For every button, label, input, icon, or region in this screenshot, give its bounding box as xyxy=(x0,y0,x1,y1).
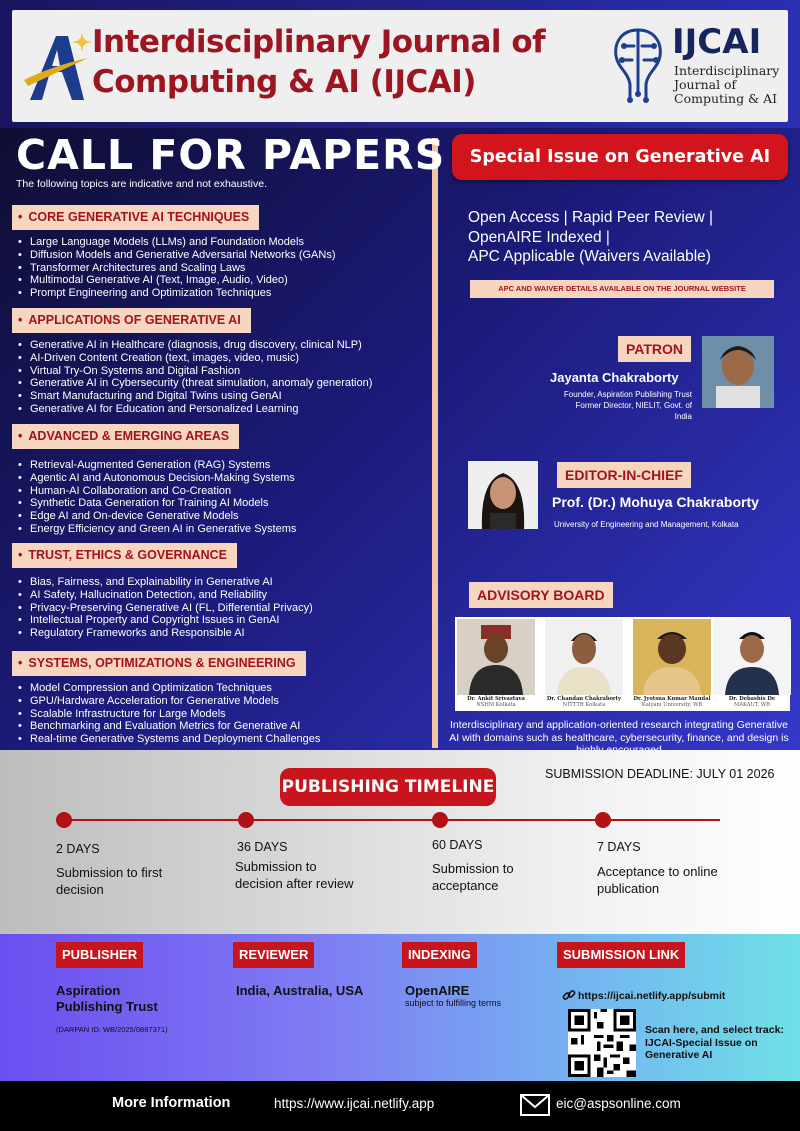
patron-label: PATRON xyxy=(618,336,691,362)
header-panel xyxy=(12,10,788,122)
section-heading-label: CORE GENERATIVE AI TECHNIQUES xyxy=(28,210,250,224)
special-issue-banner: Special Issue on Generative AI xyxy=(452,134,788,180)
header-band xyxy=(0,0,800,128)
ijcai-logo-subtitle: Interdisciplinary Journal of Computing & AI xyxy=(674,63,780,106)
list-item: • Generative AI in Healthcare (diagnosis, drug discovery, clinical NLP) xyxy=(18,339,372,352)
section-heading-applications: • APPLICATIONS OF GENERATIVE AI xyxy=(12,308,251,333)
timeline-days: 2 DAYS xyxy=(56,842,100,856)
section-heading-label: ADVANCED & EMERGING AREAS xyxy=(28,429,230,443)
timeline-title: PUBLISHING TIMELINE xyxy=(280,768,496,806)
circuit-brain-icon xyxy=(610,24,666,104)
section-list-core xyxy=(18,236,335,300)
qr-code-icon[interactable] xyxy=(568,1009,636,1077)
patron-role-line: Former Director, NIELIT, Govt. of India xyxy=(575,401,692,421)
list-item: • Intellectual Property and Copyright Issues in GenAI xyxy=(18,614,313,627)
section-heading-core: • CORE GENERATIVE AI TECHNIQUES xyxy=(12,205,259,230)
list-item: • Generative AI for Education and Personalized Learning xyxy=(18,403,372,416)
editor-photo xyxy=(468,461,538,529)
list-item: • Synthetic Data Generation for Training AI Models xyxy=(18,497,296,510)
advisory-name: Dr. Chandan Chakraborty xyxy=(546,696,622,702)
list-item: • Multimodal Generative AI (Text, Image, Audio, Video) xyxy=(18,274,335,287)
advisory-affil: NSHM Kolkata xyxy=(476,702,516,708)
list-item: • Human-AI Collaboration and Co-Creation xyxy=(18,485,296,498)
timeline-dot xyxy=(238,812,254,828)
oa-line: Open Access | Rapid Peer Review | xyxy=(468,209,713,226)
reviewer-label: REVIEWER xyxy=(233,942,314,968)
advisory-caption xyxy=(711,696,793,708)
list-item: • Diffusion Models and Generative Adversarial Networks (GANs) xyxy=(18,249,335,262)
timeline-dot xyxy=(432,812,448,828)
list-item: • Regulatory Frameworks and Responsible AI xyxy=(18,627,313,640)
section-heading-systems: • SYSTEMS, OPTIMIZATIONS & ENGINEERING xyxy=(12,651,306,676)
list-item: • Privacy-Preserving Generative AI (FL, Differential Privacy) xyxy=(18,602,313,615)
link-icon xyxy=(562,988,576,1002)
list-item: • Large Language Models (LLMs) and Foundation Models xyxy=(18,236,335,249)
advisory-member xyxy=(543,617,625,711)
journal-title-line1: Interdisciplinary Journal of xyxy=(92,24,546,60)
list-item: • Transformer Architectures and Scaling Laws xyxy=(18,262,335,275)
journal-title-line2: Computing & AI (IJCAI) xyxy=(92,64,476,100)
advisory-label: ADVISORY BOARD xyxy=(469,582,613,608)
call-for-papers-title: CALL FOR PAPERS xyxy=(16,131,446,179)
section-list-systems xyxy=(18,682,320,746)
submission-label: SUBMISSION LINK xyxy=(557,942,685,968)
advisory-member xyxy=(455,617,537,711)
advisory-board-strip xyxy=(455,617,790,711)
list-item: • AI-Driven Content Creation (text, images, video, music) xyxy=(18,352,372,365)
journal-a-logo-icon xyxy=(22,28,92,103)
timeline-desc: Submission to decision after review xyxy=(235,859,354,891)
list-item: • Scalable Infrastructure for Large Models xyxy=(18,708,320,721)
email-link[interactable]: eic@aspsonline.com xyxy=(556,1096,681,1111)
patron-photo xyxy=(702,336,774,408)
journal-title xyxy=(92,22,602,102)
list-item: • Retrieval-Augmented Generation (RAG) Systems xyxy=(18,459,296,472)
qr-instructions: Scan here, and select track: IJCAI-Special Issue on Generative AI xyxy=(645,1024,784,1061)
advisory-affil: NITTTR Kolkata xyxy=(562,702,606,708)
publisher-label: PUBLISHER xyxy=(56,942,143,968)
reviewer-value: India, Australia, USA xyxy=(236,983,364,998)
apc-note: APC AND WAIVER DETAILS AVAILABLE ON THE JOURNAL WEBSITE xyxy=(470,280,774,298)
advisory-caption xyxy=(455,696,537,708)
section-heading-trust: • TRUST, ETHICS & GOVERNANCE xyxy=(12,543,237,568)
advisory-photo xyxy=(633,619,711,695)
list-item: • Agentic AI and Autonomous Decision-Making Systems xyxy=(18,472,296,485)
list-item: • Generative AI in Cybersecurity (threat simulation, anomaly generation) xyxy=(18,377,372,390)
list-item: • Edge AI and On-device Generative Models xyxy=(18,510,296,523)
list-item: • Virtual Try-On Systems and Digital Fashion xyxy=(18,365,372,378)
timeline-days: 60 DAYS xyxy=(432,838,483,852)
column-divider xyxy=(432,138,438,748)
oa-line: APC Applicable (Waivers Available) xyxy=(468,248,711,265)
timeline-days: 7 DAYS xyxy=(597,840,641,854)
indexing-label: INDEXING xyxy=(402,942,477,968)
section-heading-label: SYSTEMS, OPTIMIZATIONS & ENGINEERING xyxy=(28,656,296,670)
advisory-name: Dr. Debashis De xyxy=(728,696,776,702)
advisory-photo xyxy=(457,619,535,695)
timeline-line xyxy=(60,819,720,821)
advisory-photo xyxy=(713,619,791,695)
editor-role: University of Engineering and Management, Kolkata xyxy=(554,520,739,529)
advisory-name: Dr. Jyotsna Kumar Mandal xyxy=(633,696,711,702)
timeline-dot xyxy=(595,812,611,828)
list-item: • Bias, Fairness, and Explainability in Generative AI xyxy=(18,576,313,589)
timeline-dot xyxy=(56,812,72,828)
submission-link[interactable]: https://ijcai.netlify.app/submit xyxy=(578,990,726,1002)
list-item: • Prompt Engineering and Optimization Techniques xyxy=(18,287,335,300)
publisher-value: Aspiration Publishing Trust xyxy=(56,983,158,1014)
timeline-desc: Submission to acceptance xyxy=(432,861,514,893)
section-list-applications xyxy=(18,339,372,416)
advisory-photo xyxy=(545,619,623,695)
advisory-member xyxy=(711,617,793,711)
list-item: • Real-time Generative Systems and Deployment Challenges xyxy=(18,733,320,746)
indexing-note: subject to fulfilling terms xyxy=(405,998,502,1008)
advisory-member xyxy=(631,617,713,711)
mail-icon xyxy=(520,1094,550,1116)
open-access-text xyxy=(468,208,778,267)
website-link[interactable]: https://www.ijcai.netlify.app xyxy=(274,1096,435,1111)
list-item: • AI Safety, Hallucination Detection, and Reliability xyxy=(18,589,313,602)
advisory-caption xyxy=(543,696,625,708)
patron-role xyxy=(560,389,692,422)
indexing-value: OpenAIRE xyxy=(405,983,470,998)
list-item: • Smart Manufacturing and Digital Twins using GenAI xyxy=(18,390,372,403)
list-item: • Model Compression and Optimization Techniques xyxy=(18,682,320,695)
list-item: • Benchmarking and Evaluation Metrics for Generative AI xyxy=(18,720,320,733)
patron-role-line: Founder, Aspiration Publishing Trust xyxy=(563,390,692,399)
integration-text: Interdisciplinary and application-oriented research integrating Generative AI with domains such as healthcare, cybersecurity, finance, and design is xyxy=(449,719,789,744)
publisher-id: (DARPAN ID: WB/2025/0887371) xyxy=(56,1025,168,1034)
ijcai-logo-text: IJCAI xyxy=(672,22,762,62)
timeline-desc: Acceptance to online publication xyxy=(597,864,718,896)
advisory-name: Dr. Ankit Srivastava xyxy=(467,696,525,702)
topics-note: The following topics are indicative and not exhaustive. xyxy=(16,178,267,190)
submission-deadline: SUBMISSION DEADLINE: JULY 01 2026 xyxy=(545,767,775,781)
editor-name: Prof. (Dr.) Mohuya Chakraborty xyxy=(552,494,759,510)
section-heading-label: TRUST, ETHICS & GOVERNANCE xyxy=(28,548,228,562)
list-item: • Energy Efficiency and Green AI in Generative Systems xyxy=(18,523,296,536)
patron-name: Jayanta Chakraborty xyxy=(550,370,679,385)
advisory-affil: MAKAUT, WB xyxy=(734,702,770,708)
section-heading-advanced: • ADVANCED & EMERGING AREAS xyxy=(12,424,239,449)
editor-label: EDITOR-IN-CHIEF xyxy=(557,462,691,488)
oa-line: OpenAIRE Indexed | xyxy=(468,228,610,246)
advisory-affil: Kalyani University, WB xyxy=(641,702,703,708)
list-item: • GPU/Hardware Acceleration for Generative Models xyxy=(18,695,320,708)
more-info-label: More Information xyxy=(112,1095,231,1111)
timeline-desc: Submission to first decision xyxy=(56,865,163,897)
advisory-caption xyxy=(631,696,713,708)
section-list-trust xyxy=(18,576,313,640)
section-heading-label: APPLICATIONS OF GENERATIVE AI xyxy=(28,313,241,327)
timeline-days: 36 DAYS xyxy=(237,840,288,854)
section-list-advanced xyxy=(18,459,296,536)
